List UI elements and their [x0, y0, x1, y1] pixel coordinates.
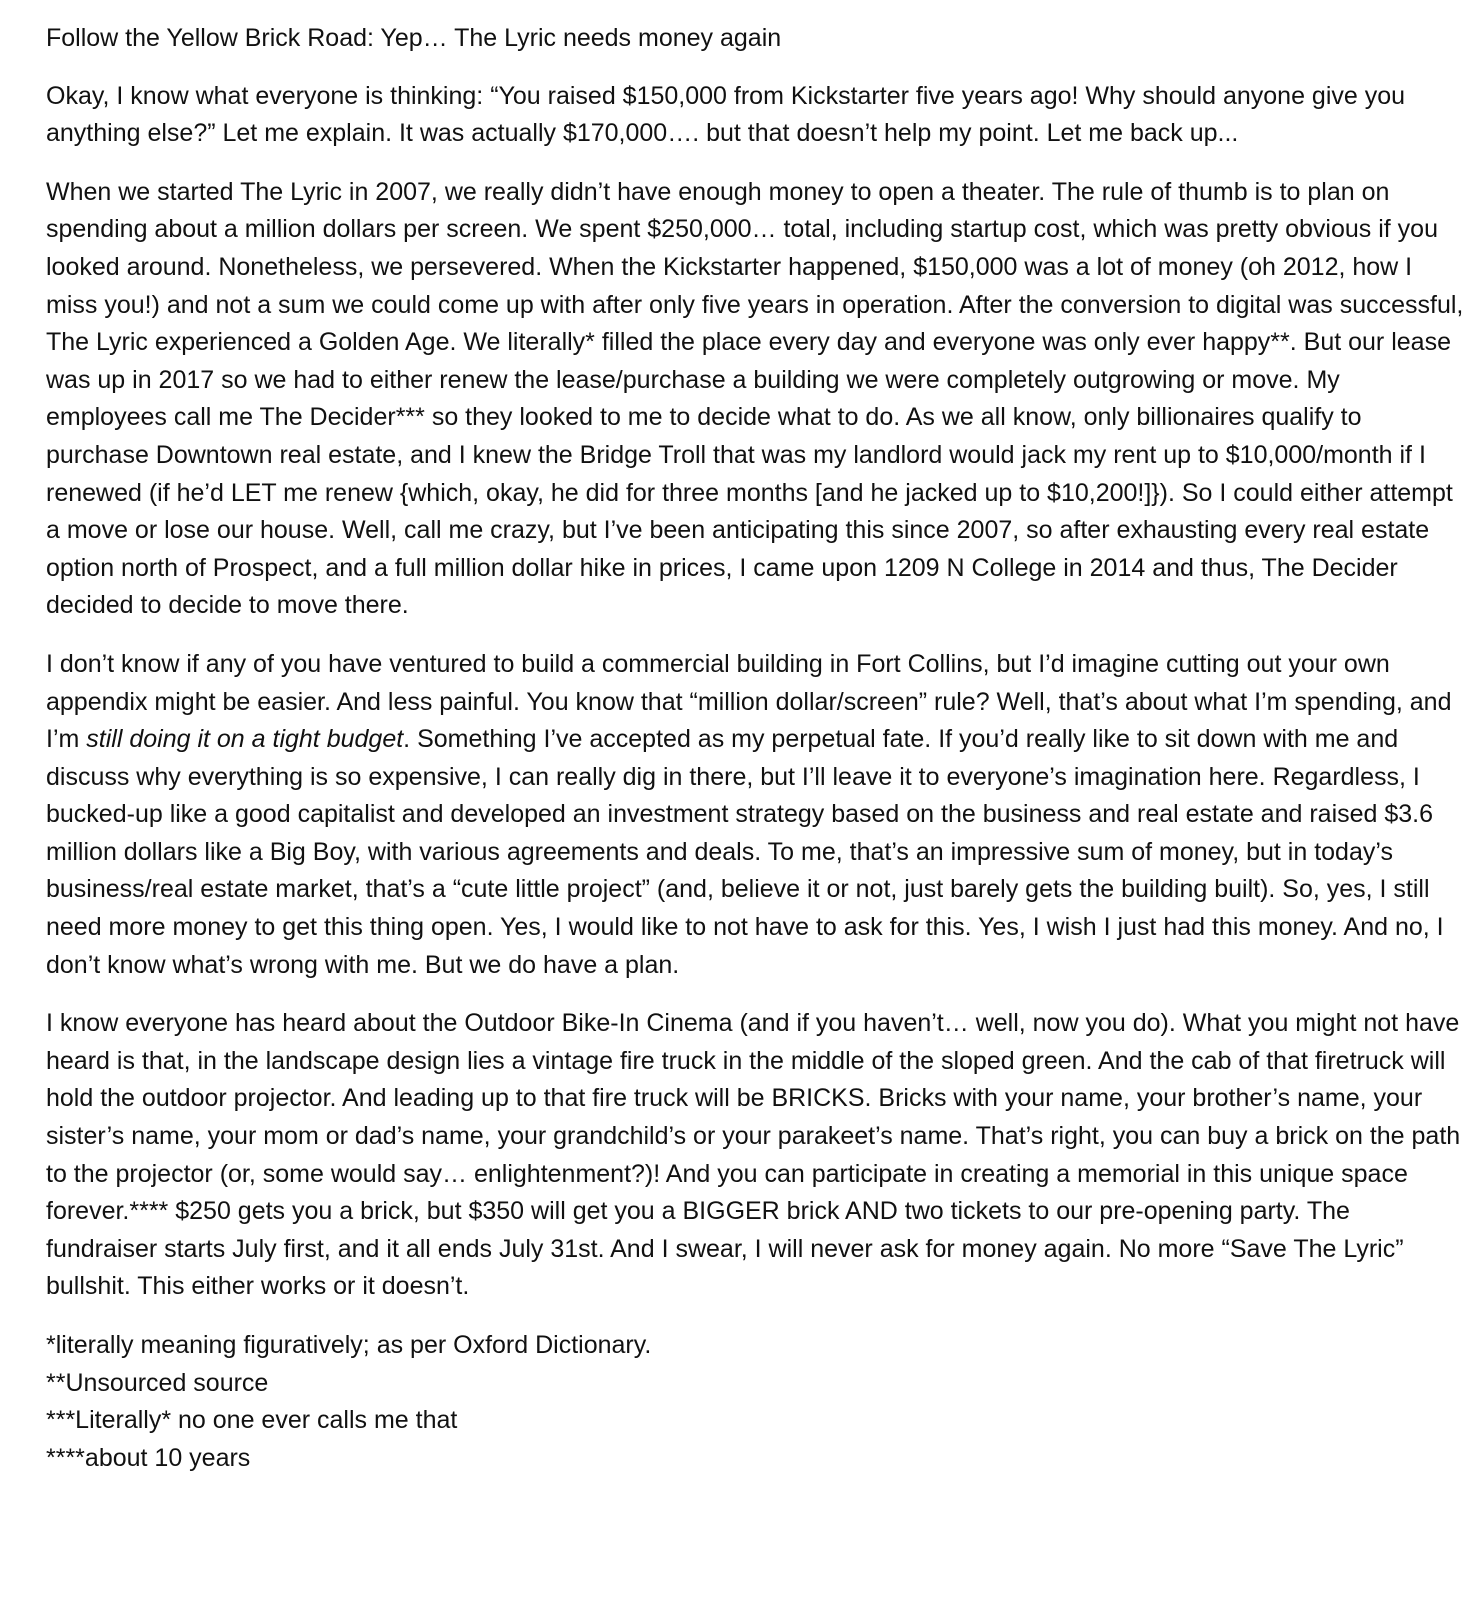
paragraph-building-costs [46, 646, 1466, 984]
footnote-3: ***Literally* no one ever calls me that [46, 1406, 458, 1435]
document-page [46, 20, 1466, 1477]
document-title: Follow the Yellow Brick Road: Yep… The Lyric needs money again [46, 24, 782, 52]
footnotes [46, 1327, 1466, 1477]
paragraph-brick-fundraiser: I know everyone has heard about the Outdoor Bike-In Cinema (and if you haven’t… well, now you do). What you might not have heard is that, in the landscape design lies a vintage fire truck in the middle of the sloped green. And the cab of that firetruck will hold the outdoor projector. And leading up to that fire truck will be BRICKS. Bricks with your name, your brother’s name, your sister’s name, your mom or dad’s name, your grandchild’s or your parakeet’s name. That’s right, you can buy a brick on the path to the projector (or, some would say… enlightenment?)! And you can participate in creating a memorial in this unique space forever.**** $250 gets you a brick, but $350 will get you a BIGGER brick AND two tickets to our pre-opening party. The fundraiser starts July first, and it all ends July 31st. And I swear, I will never ask for money again. No more “Save The Lyric” bullshit. This either works or it doesn’t. [46, 1009, 1461, 1301]
paragraph-building-costs-emphasis: still doing it on a tight budget [86, 725, 404, 754]
footnote-1: *literally meaning figuratively; as per Oxford Dictionary. [46, 1331, 652, 1359]
paragraph-building-costs-after: . Something I’ve accepted as my perpetual fate. If you’d really like to sit down with me and discuss why everything is so expensive, I can really dig in there, but I’ll leave it to everyone’s imagination here. Regardless, I bucked-up like a good capitalist and developed an investment strategy based on the business and real estate and raised $3.6 million dollars like a Big Boy, with various agreements and deals. To me, that’s an impressive sum of money, but in today’s business/real estate market, that’s a “cute little project” (and, believe it or not, just barely gets the building built). So, yes, I still need more money to get this thing open. Yes, I would like to not have to ask for this. Yes, I wish I just had this money. And no, I don’t know what’s wrong with me. But we do have a plan. [46, 725, 1444, 979]
paragraph-kickstarter-intro: Okay, I know what everyone is thinking: “You raised $150,000 from Kickstarter five years ago! Why should anyone give you anything else?” Let me explain. It was actually $170,000…. but that doesn’t help my point. Let me back up... [46, 81, 1406, 148]
footnote-2: **Unsourced source [46, 1368, 269, 1397]
paragraph-building-costs-before: I don’t know if any of you have ventured to build a commercial building in Fort Collins, but I’d imagine cutting out your own appendix might be easier. And less painful. You know that “million dollar/screen” rule? Well, that’s about what I’m spending, and I’m [46, 649, 1452, 754]
footnote-4: ****about 10 years [46, 1443, 251, 1472]
paragraph-lyric-history: When we started The Lyric in 2007, we really didn’t have enough money to open a theater. The rule of thumb is to plan on spending about a million dollars per screen. We spent $250,000… total, including startup cost, which was pretty obvious if you looked around. Nonetheless, we persevered. When the Kickstarter happened, $150,000 was a lot of money (oh 2012, how I miss you!) and not a sum we could come up with after only five years in operation. After the conversion to digital was successful, The Lyric experienced a Golden Age. We literally* filled the place every day and everyone was only ever happy**. But our lease was up in 2017 so we had to either renew the lease/purchase a building we were completely outgrowing or move. My employees call me The Decider*** so they looked to me to decide what to do. As we all know, only billionaires qualify to purchase Downtown real estate, and I knew the Bridge Troll that was my landlord would jack my rent up to $10,000/month if I renewed (if he’d LET me renew {which, okay, he did for three months [and he jacked up to $10,200!]}). So I could either attempt a move or lose our house. Well, call me crazy, but I’ve been anticipating this since 2007, so after exhausting every real estate option north of Prospect, and a full million dollar hike in prices, I came upon 1209 N College in 2014 and thus, The Decider decided to decide to move there. [46, 177, 1464, 620]
